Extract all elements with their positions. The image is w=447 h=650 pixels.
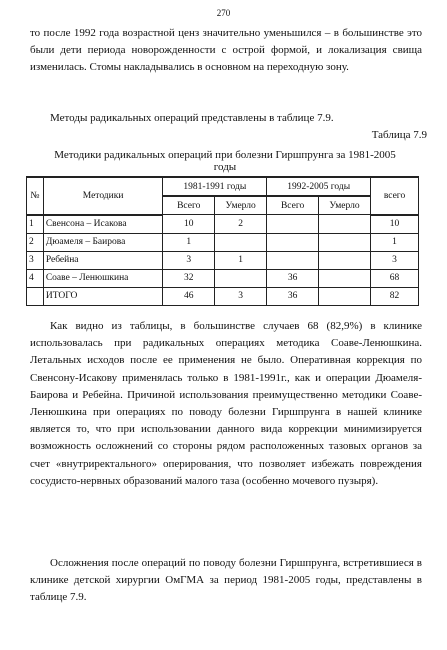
table-row (27, 269, 419, 287)
row-p2-died (318, 215, 370, 234)
col-method-header: Методики (43, 177, 163, 215)
row-total: 10 (371, 215, 419, 234)
row-p1-died: 1 (215, 251, 267, 269)
row-p2-died (318, 251, 370, 269)
row-num (27, 287, 44, 305)
row-p1-died (215, 269, 267, 287)
row-num: 1 (27, 215, 44, 234)
col-p2-died-header: Умерло (318, 196, 370, 215)
col-period2-header: 1992-2005 годы (267, 177, 371, 196)
row-p2-died (318, 233, 370, 251)
row-p2-all (267, 215, 319, 234)
page-number: 270 (216, 8, 231, 18)
table-row (27, 215, 419, 234)
table-header-row (27, 177, 419, 196)
row-p1-all: 10 (163, 215, 215, 234)
methods-table (26, 176, 419, 306)
col-p1-all-header: Всего (163, 196, 215, 215)
row-num: 3 (27, 251, 44, 269)
row-p1-all: 1 (163, 233, 215, 251)
row-p2-died (318, 269, 370, 287)
paragraph-intro: то после 1992 года возрастной ценз значительно уменьшился – в большинстве это были дети периода новорожденности с острой формой, и локализация свища изменилась. Стомы накладывались в основном на переходную зону. (30, 27, 422, 74)
row-p2-all (267, 251, 319, 269)
col-p1-died-header: Умерло (215, 196, 267, 215)
row-method: Ребейна (43, 251, 163, 269)
row-num: 2 (27, 233, 44, 251)
col-total-header: всего (371, 177, 419, 215)
row-method: Свенсона – Исакова (43, 215, 163, 234)
row-method: Дюамеля – Баирова (43, 233, 163, 251)
row-p2-all (267, 233, 319, 251)
table-row (27, 251, 419, 269)
row-p2-all: 36 (267, 269, 319, 287)
table-title: Методики радикальных операций при болезни Гиршпрунга за 1981-2005 годы (54, 149, 396, 173)
col-period1-header: 1981-1991 годы (163, 177, 267, 196)
row-p1-all: 46 (163, 287, 215, 305)
col-p2-all-header: Всего (267, 196, 319, 215)
row-p2-died (318, 287, 370, 305)
row-p1-died (215, 233, 267, 251)
row-num: 4 (27, 269, 44, 287)
row-p1-died: 3 (215, 287, 267, 305)
row-total: 68 (371, 269, 419, 287)
row-method: ИТОГО (43, 287, 163, 305)
row-p1-all: 3 (163, 251, 215, 269)
row-p2-all: 36 (267, 287, 319, 305)
row-total: 1 (371, 233, 419, 251)
row-total: 82 (371, 287, 419, 305)
col-num-header: № (27, 177, 44, 215)
row-p1-died: 2 (215, 215, 267, 234)
paragraph-analysis: Как видно из таблицы, в большинстве случаев 68 (82,9%) в клинике использовалась при радикальных операциях методика Соаве-Ленюшкина. Летальных исходов после ее применения не было. Оперативная коррекция по Свенсону-Исакову применялась только в 1981-1991г., как и операции Дюамеля-Баирова и Ребейна. Причиной использования преимущественно методики Соаве-Ленюшкина при операциях по поводу болезни Гиршпрунга в нашей клинике является то, что при использовании данного вида коррекции минимизируется возможность осложнений со стороны рядом расположенных тазовых органов за счет «внутриректального» оперирования, что позволяет избежать повреждения сосудисто-нервных образований малого таза (особенно мочевого пузыря). (30, 320, 422, 487)
table-label: Таблица 7.9 (371, 129, 427, 141)
row-total: 3 (371, 251, 419, 269)
table-row (27, 233, 419, 251)
table-total-row (27, 287, 419, 305)
row-p1-all: 32 (163, 269, 215, 287)
paragraph-methods-ref: Методы радикальных операций представлены в таблице 7.9. (50, 112, 334, 124)
paragraph-complications: Осложнения после операций по поводу болезни Гиршпрунга, встретившиеся в клинике детской хирургии ОмГМА за период 1981-2005 годы, представлены в таблице 7.9. (30, 557, 422, 604)
row-method: Соаве – Ленюшкина (43, 269, 163, 287)
